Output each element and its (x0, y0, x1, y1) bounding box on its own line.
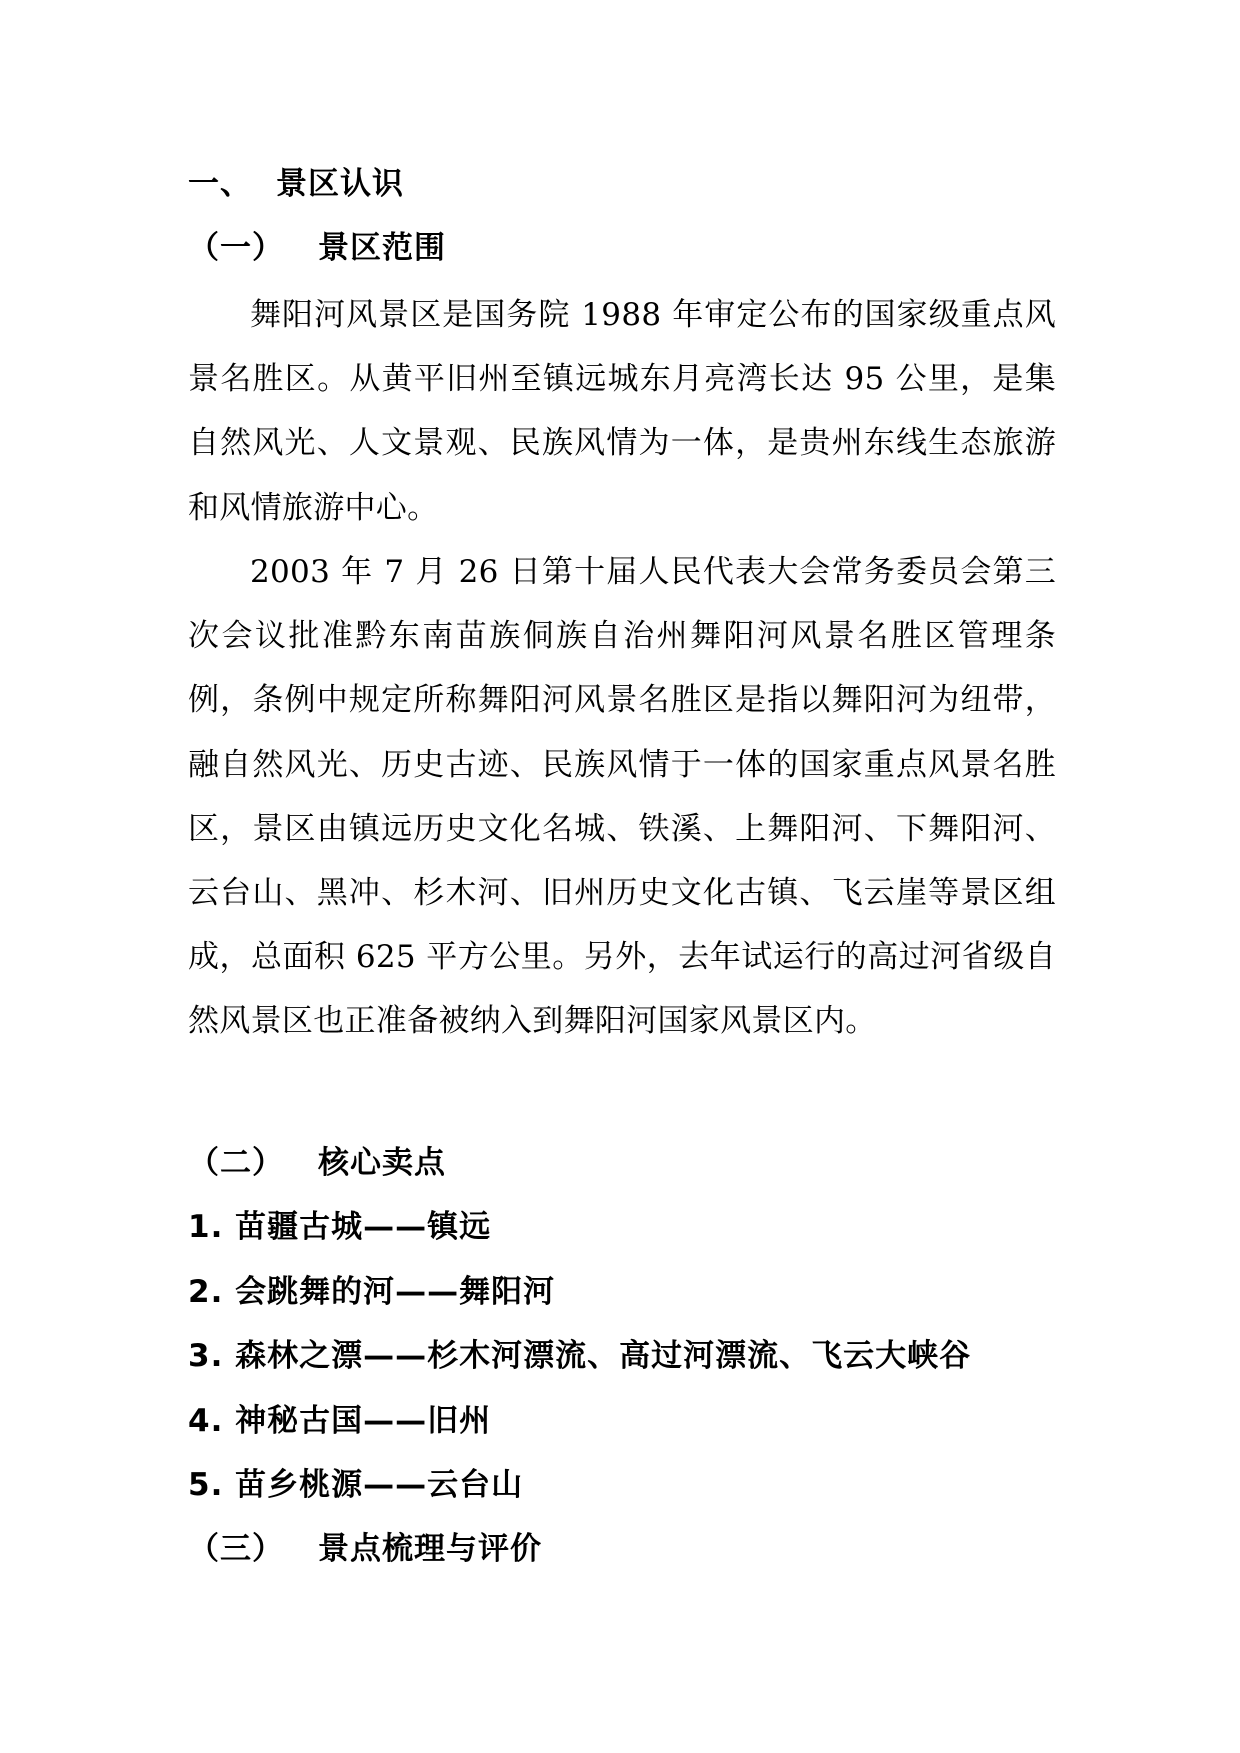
subsection-number: （三） (188, 1531, 284, 1567)
subsection-number: （二） (188, 1145, 284, 1181)
list-item: 2. 会跳舞的河——舞阳河 (188, 1274, 556, 1310)
subsection-title: 核心卖点 (318, 1145, 446, 1181)
subsection-heading-2 (188, 1143, 446, 1183)
section-heading (188, 164, 404, 204)
subsection-heading-1 (188, 228, 446, 268)
section-title: 景区认识 (276, 166, 404, 202)
subsection-heading-3 (188, 1529, 542, 1569)
paragraph-2: 2003 年 7 月 26 日第十届人民代表大会常务委员会第三次会议批准黔东南苗族侗族自治州舞阳河风景名胜区管理条例，条例中规定所称舞阳河风景名胜区是指以舞阳河为纽带，融自然风光、历史古迹、民族风情于一体的国家重点风景名胜区，景区由镇远历史文化名城、铁溪、上舞阳河、下舞阳河、云台山、黑冲、杉木河、旧州历史文化古镇、飞云崖等景区组成，总面积 625 平方公里。另外，去年试运行的高过河省级自然风景区也正准备被纳入到舞阳河国家风景区内。 (188, 554, 1056, 1040)
paragraph-1: 舞阳河风景区是国务院 1988 年审定公布的国家级重点风景名胜区。从黄平旧州至镇远城东月亮湾长达 95 公里，是集自然风光、人文景观、民族风情为一体，是贵州东线生态旅游和风情旅游中心。 (188, 297, 1056, 526)
list-item: 4. 神秘古国——旧州 (188, 1403, 492, 1439)
section-number: 一、 (188, 166, 252, 202)
subsection-number: （一） (188, 230, 284, 266)
subsection-title: 景点梳理与评价 (318, 1531, 542, 1567)
list-item: 5. 苗乡桃源——云台山 (188, 1467, 524, 1503)
subsection-title: 景区范围 (318, 230, 446, 266)
list-item: 3. 森林之漂——杉木河漂流、高过河漂流、飞云大峡谷 (188, 1338, 972, 1374)
list-item: 1. 苗疆古城——镇远 (188, 1209, 492, 1245)
